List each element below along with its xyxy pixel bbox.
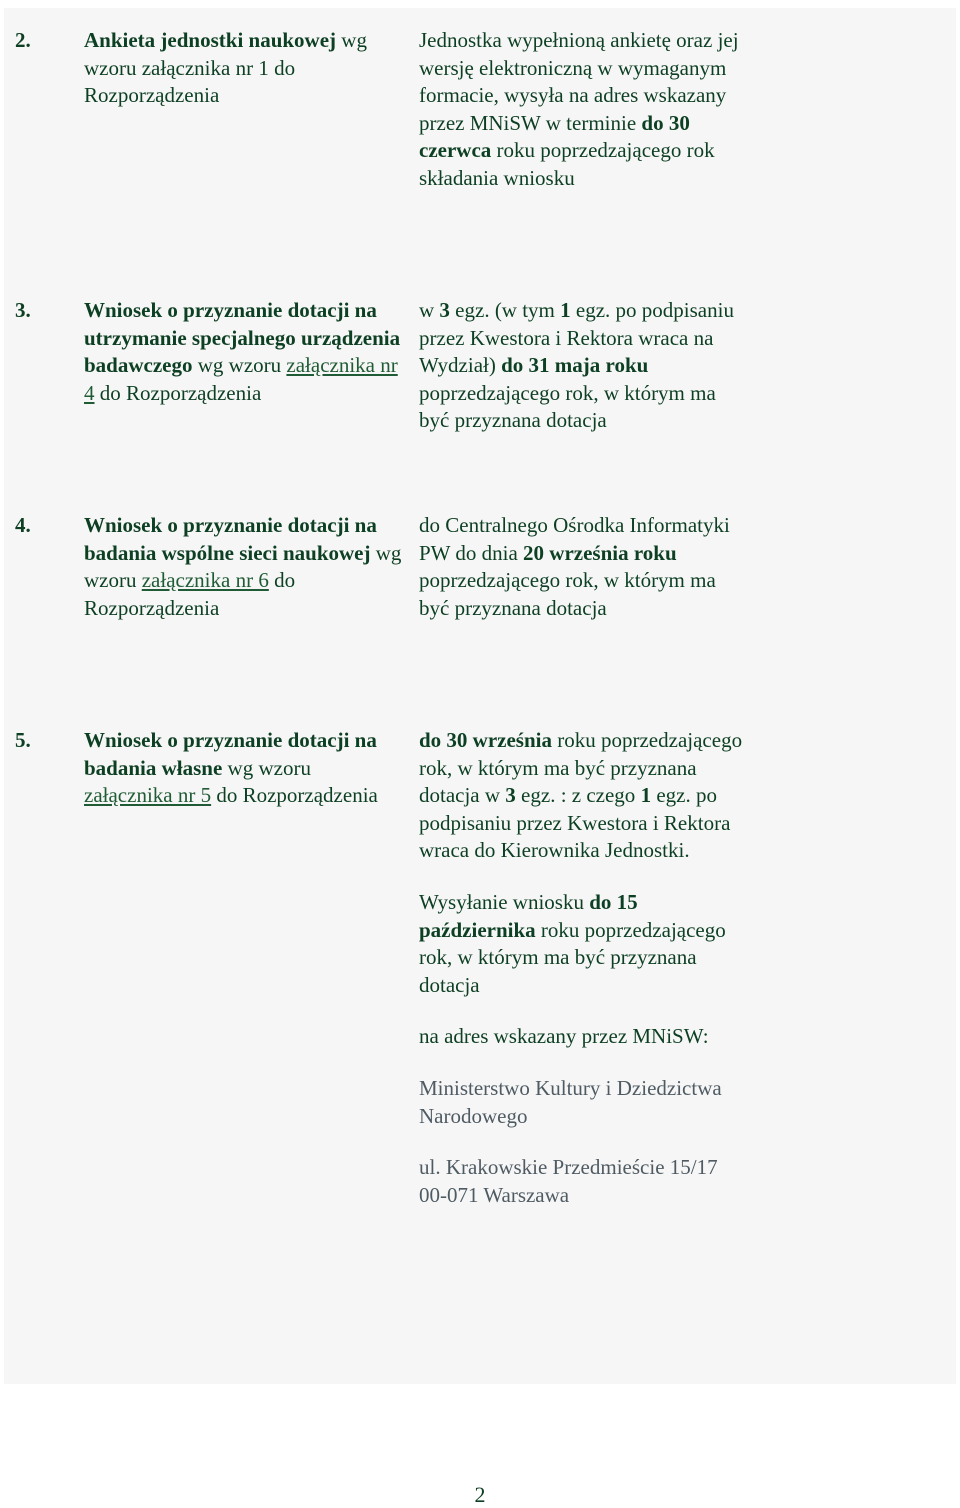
attachment-link[interactable]: załącznika nr 5: [84, 783, 212, 808]
row-number: 4.: [15, 513, 31, 537]
row-title-bold: Wniosek o przyznanie dotacji na badania własne: [84, 728, 377, 780]
attachment-link[interactable]: załącznika nr 4: [84, 353, 398, 405]
row-title-text-end: do Rozporządzenia: [94, 380, 262, 405]
desc-text-end: roku poprzedzającego rok składania wniosku: [419, 138, 715, 190]
desc-count: 1: [640, 783, 652, 808]
row-title-text: wg wzoru: [84, 540, 402, 593]
desc-deadline: do 30 września: [419, 728, 552, 752]
row-title-rest: wg wzoru załącznika nr 1 do Rozporządzenia: [84, 28, 367, 108]
desc-text-end: roku poprzedzającego rok, w którym ma być przyznana dotacja: [419, 917, 726, 997]
desc-count: 3: [439, 298, 450, 322]
desc-text: egz. po podpisaniu przez Kwestora i Rektora wraca na Wydział): [419, 298, 734, 378]
desc-text: egz. (w tym: [449, 298, 561, 322]
desc-count: 1: [560, 298, 571, 322]
row-number: 5.: [15, 728, 31, 752]
desc-text: Wysyłanie wniosku: [419, 889, 590, 914]
row-title-bold: Wniosek o przyznanie dotacji na badania wspólne sieci naukowej: [84, 513, 377, 565]
row-title-text: wg wzoru: [222, 755, 311, 780]
desc-address-intro: na adres wskazany przez MNiSW:: [419, 1024, 709, 1049]
row-title-text-end: do Rozporządzenia: [211, 783, 378, 808]
row-title-text: wg wzoru: [192, 353, 287, 378]
desc-text-end: egz. po podpisaniu przez Kwestora i Rektora wraca do Kierownika Jednostki.: [419, 783, 731, 863]
row-title: [84, 297, 404, 407]
desc-text: roku poprzedzającego rok, w którym ma być przyznana dotacja w: [419, 728, 743, 808]
row-number: 2.: [15, 28, 31, 52]
desc-paragraph: [419, 889, 749, 999]
desc-deadline: do 15 października: [419, 889, 638, 942]
desc-text: egz. : z czego: [515, 783, 641, 808]
row-description: [419, 27, 749, 193]
desc-paragraph: [419, 727, 749, 865]
desc-street-address: ul. Krakowskie Przedmieście 15/17: [419, 1155, 718, 1180]
document-table: [4, 8, 956, 1384]
desc-text-end: poprzedzającego rok, w którym ma być przyznana dotacja: [419, 380, 716, 433]
attachment-link[interactable]: załącznika nr 6: [141, 568, 269, 593]
desc-ministry-name: Ministerstwo Kultury i Dziedzictwa Narodowego: [419, 1075, 722, 1128]
desc-text: Jednostka wypełnioną ankietę oraz jej wersję elektroniczną w wymaganym formacie, wysyła na adres wskazany przez MNiSW w terminie: [419, 28, 739, 135]
row-title-text-end: do Rozporządzenia: [84, 568, 296, 620]
row-title-bold: Wniosek o przyznanie dotacji na utrzymanie specjalnego urządzenia badawczego: [84, 298, 401, 378]
desc-text-end: poprzedzającego rok, w którym ma być przyznana dotacja: [419, 568, 716, 620]
desc-text: do Centralnego Ośrodka Informatyki PW do dnia: [419, 513, 730, 565]
desc-deadline: do 31 maja roku: [501, 353, 649, 378]
desc-postal-city: 00-071 Warszawa: [419, 1182, 570, 1207]
row-title: [84, 512, 404, 622]
row-title-bold: Ankieta jednostki naukowej: [84, 28, 337, 52]
desc-text: w: [419, 298, 440, 322]
desc-count: 3: [505, 783, 516, 808]
row-title: [84, 727, 404, 810]
row-description: [419, 297, 749, 435]
row-description: [419, 512, 749, 622]
desc-deadline: do 30 czerwca: [419, 110, 690, 163]
row-description: [419, 727, 749, 1209]
desc-deadline: 20 września roku: [523, 540, 677, 565]
row-title: [84, 27, 404, 110]
page-number: 2: [474, 1482, 486, 1507]
row-number: 3.: [15, 298, 31, 322]
